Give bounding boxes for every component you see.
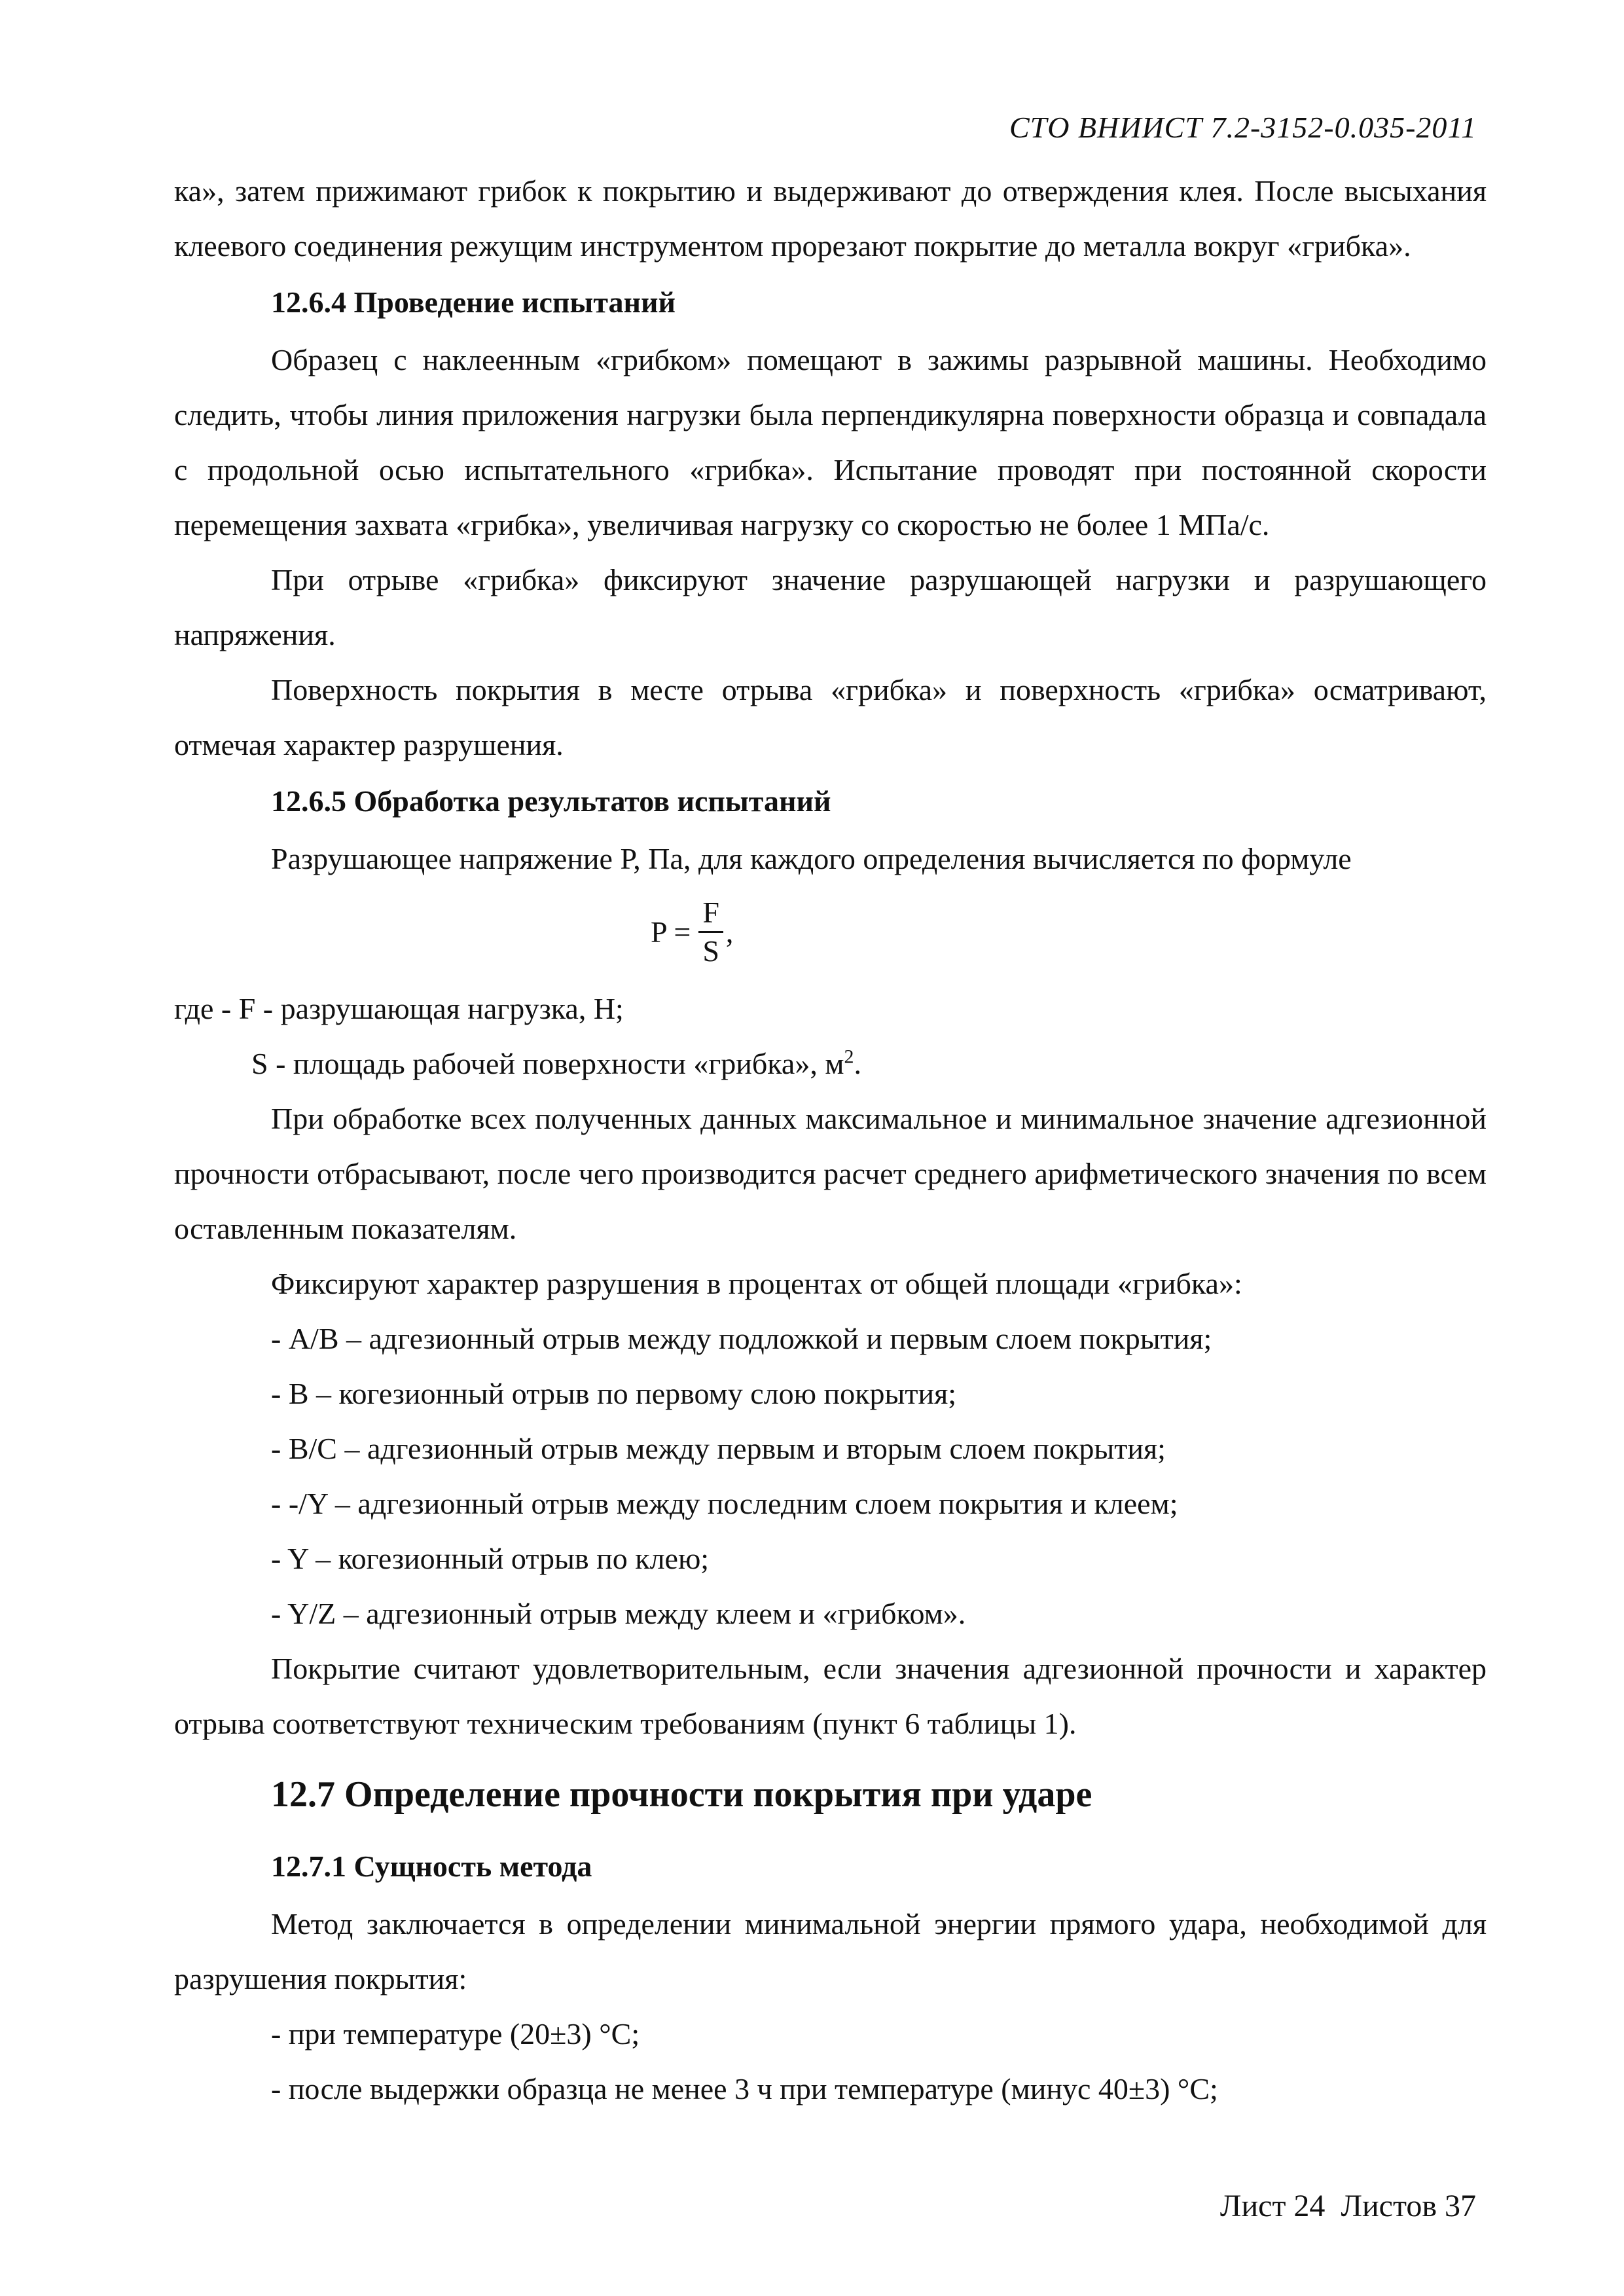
paragraph-test-procedure: Образец с наклеенным «грибком» помещают в зажимы разрывной машины. Необходимо следить, чтобы линия приложения нагрузки была перпендикулярна поверхности образца и совпадала с продольной осью испытательного «грибка». Испытание проводят при постоянной скорости перемещения захвата «грибка», увеличивая нагрузку со скоростью не более 1 МПа/с.: [174, 343, 1487, 541]
formula-denominator: S: [702, 934, 719, 968]
section-heading-12-7-1: 12.7.1 Сущность метода: [271, 1850, 592, 1883]
paragraph-inspection: Поверхность покрытия в месте отрыва «грибка» и поверхность «грибка» осматривают, отмечая характер разрушения.: [174, 673, 1487, 761]
formula-lhs: P =: [651, 915, 691, 949]
list-item-temp-minus-40: - после выдержки образца не менее 3 ч при температуре (минус 40±3) °С;: [271, 2072, 1218, 2105]
formula-tail: ,: [725, 915, 734, 949]
formula-where-f: где - F - разрушающая нагрузка, Н;: [174, 992, 624, 1025]
formula-stress: [174, 896, 1487, 968]
superscript-2: 2: [844, 1046, 854, 1068]
document-body: [174, 164, 1487, 2117]
list-item-yz: - Y/Z – адгезионный отрыв между клеем и «грибком».: [271, 1597, 966, 1630]
list-item-b: - В – когезионный отрыв по первому слою покрытия;: [271, 1377, 957, 1410]
paragraph-formula-intro: Разрушающее напряжение Р, Па, для каждого определения вычисляется по формуле: [271, 842, 1352, 875]
sheet-total: Листов 37: [1341, 2189, 1476, 2223]
paragraph-acceptance: Покрытие считают удовлетворительным, если значения адгезионной прочности и характер отрыва соответствуют техническим требованиям (пункт 6 таблицы 1).: [174, 1652, 1487, 1740]
paragraph-processing: При обработке всех полученных данных максимальное и минимальное значение адгезионной прочности отбрасывают, после чего производится расчет среднего арифметического значения по всем оставленным показателям.: [174, 1102, 1487, 1245]
formula-where-s: [174, 1036, 1487, 1091]
paragraph-method: Метод заключается в определении минимальной энергии прямого удара, необходимой для разрушения покрытия:: [174, 1907, 1487, 1995]
sheet-number: [1220, 2188, 1476, 2224]
section-heading-12-6-4: 12.6.4 Проведение испытаний: [271, 285, 676, 319]
list-item-ab: - А/В – адгезионный отрыв между подложкой и первым слоем покрытия;: [271, 1322, 1212, 1355]
formula-fraction: [698, 896, 723, 968]
list-item-temp-20: - при температуре (20±3) °С;: [271, 2017, 640, 2050]
sheet-current: Лист 24: [1219, 2189, 1326, 2223]
document-code-header: СТО ВНИИСТ 7.2-3152-0.035-2011: [1009, 111, 1477, 144]
formula-numerator: F: [698, 896, 723, 933]
section-heading-12-6-5: 12.6.5 Обработка результатов испытаний: [271, 784, 831, 818]
paragraph-fracture-intro: Фиксируют характер разрушения в процентах от общей площади «грибка»:: [271, 1267, 1242, 1300]
list-item-bc: - В/С – адгезионный отрыв между первым и вторым слоем покрытия;: [271, 1432, 1166, 1465]
paragraph-continuation: ка», затем прижимают грибок к покрытию и выдерживают до отверждения клея. После высыхания клеевого соединения режущим инструментом прорезают покрытие до металла вокруг «грибка».: [174, 174, 1487, 263]
list-item-y-glue: - -/Y – адгезионный отрыв между последним слоем покрытия и клеем;: [271, 1487, 1178, 1520]
section-heading-12-7: 12.7 Определение прочности покрытия при ударе: [271, 1774, 1092, 1815]
list-item-y: - Y – когезионный отрыв по клею;: [271, 1542, 710, 1575]
paragraph-fixation: При отрыве «грибка» фиксируют значение разрушающей нагрузки и разрушающего напряжения.: [174, 563, 1487, 651]
formula-where-s-after: .: [854, 1047, 861, 1080]
formula-where-s-text: S - площадь рабочей поверхности «грибка», м: [251, 1047, 844, 1080]
